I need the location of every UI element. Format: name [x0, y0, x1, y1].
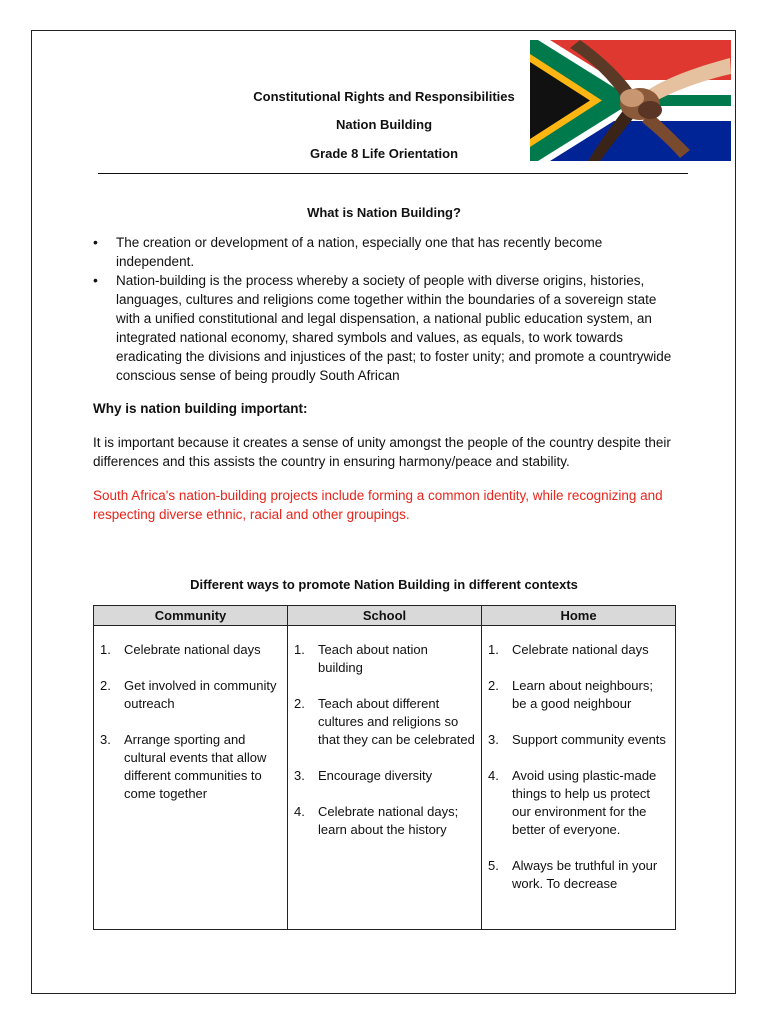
list-item: 4. Avoid using plastic-made things to help us protect our environment for the better of everyone.	[488, 768, 657, 837]
list-item: 2. Teach about different cultures and religions so that they can be celebrated	[294, 696, 475, 747]
list-item: 2. Learn about neighbours; be a good neighbour	[488, 678, 653, 711]
list-item: 5. Always be truthful in your work. To decrease	[488, 858, 658, 891]
bullet-item: • The creation or development of a nation, especially one that has recently become independent.	[90, 233, 682, 271]
document-title: Constitutional Rights and Responsibilities	[253, 89, 515, 104]
home-cell	[482, 626, 676, 930]
grade-label: Grade 8 Life Orientation	[309, 146, 459, 161]
table-caption: Different ways to promote Nation Building in different contexts	[190, 577, 578, 592]
list-item: 3. Support community events	[488, 732, 666, 747]
projects-paragraph-red: South Africa's nation-building projects include forming a common identity, while recognizing and respecting diverse ethnic, racial and other groupings.	[93, 488, 663, 522]
list-item: 1. Celebrate national days	[100, 642, 261, 657]
bullet-item: • Nation-building is the process whereby a society of people with diverse origins, histories, languages, cultures and religions come together within the boundaries of a sovereign state with a unified constitutional and legal dispensation, a national public education system, an integrated national economy, shared symbols and values, as equals, to work towards eradicating the divisions and injustices of the past; to foster unity; and promote a countrywide conscious sense of being proudly South African	[90, 271, 682, 385]
importance-paragraph: It is important because it creates a sense of unity amongst the people of the country despite their differences and this assists the country in ensuring harmony/peace and stability.	[93, 435, 671, 469]
column-header-school: School	[288, 606, 482, 626]
list-item: 1. Celebrate national days	[488, 642, 649, 657]
list-item: 1. Teach about nation building	[294, 642, 428, 675]
list-item: 3. Arrange sporting and cultural events that allow different communities to come together	[100, 732, 267, 801]
list-item: 4. Celebrate national days; learn about the history	[294, 804, 459, 837]
definition-bullet-list	[90, 233, 682, 385]
section-heading-why: Why is nation building important:	[93, 401, 308, 416]
contexts-table	[93, 605, 676, 930]
community-cell	[94, 626, 288, 930]
section-heading-what: What is Nation Building?	[307, 205, 461, 220]
column-header-home: Home	[482, 606, 676, 626]
header-divider	[98, 173, 688, 174]
list-item: 2. Get involved in community outreach	[100, 678, 277, 711]
school-cell	[288, 626, 482, 930]
list-item: 3. Encourage diversity	[294, 768, 433, 783]
document-subtitle: Nation Building	[335, 117, 433, 132]
column-header-community: Community	[94, 606, 288, 626]
